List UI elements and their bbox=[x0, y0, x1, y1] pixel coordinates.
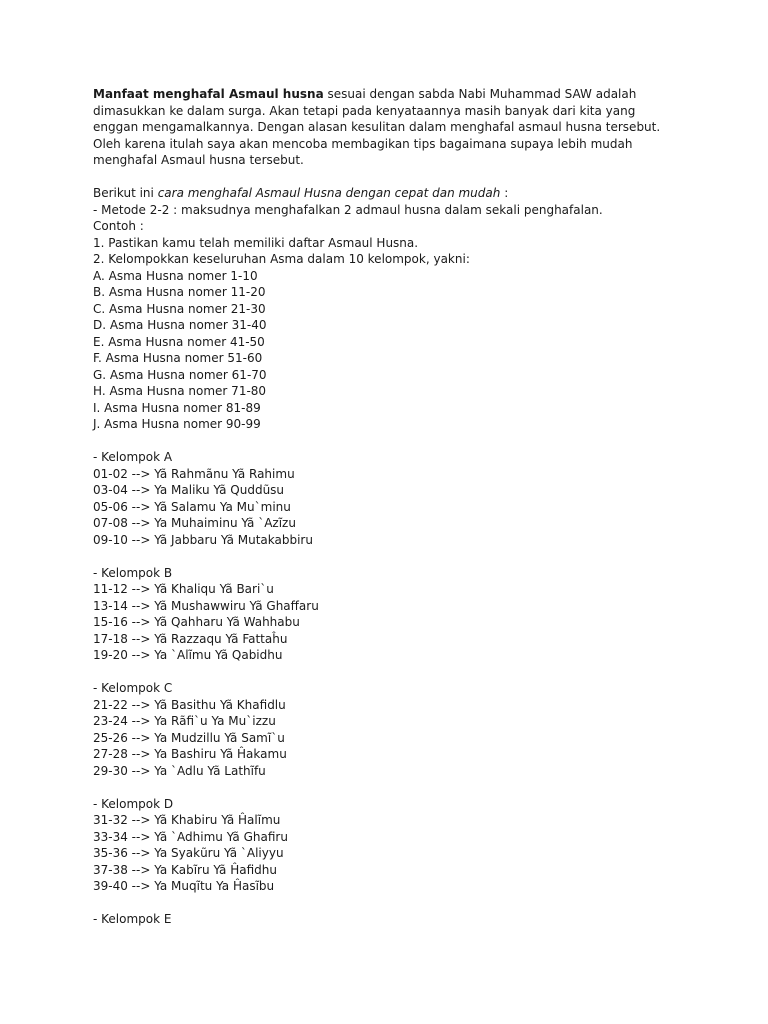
method-intro bbox=[93, 185, 683, 202]
spacer bbox=[93, 895, 683, 912]
method-line: H. Asma Husna nomer 71-80 bbox=[93, 384, 267, 398]
asma-pair-line: 13-14 --> Yã Mushawwiru Yã Ghaffaru bbox=[93, 598, 319, 613]
asma-pair-line: 15-16 --> Yã Qahharu Yã Wahhabu bbox=[93, 615, 300, 629]
asma-pair-line: 37-38 --> Ya Kabĩru Yã Ĥafidhu bbox=[93, 862, 277, 877]
asma-pair-line: 03-04 --> Ya Maliku Yã Quddũsu bbox=[93, 483, 285, 497]
method-line: F. Asma Husna nomer 51-60 bbox=[93, 351, 263, 365]
intro-text: sesuai dengan sabda Nabi Muhammad SAW adalah dimasukkan ke dalam surga. Akan tetapi pada kenyataannya masih banyak dari kita yang enggan mengamalkannya. Dengan alasan kesulitan dalam menghafal asmaul husna tersebut. Oleh karena itulah saya akan mencoba membagikan tips bagaimana supaya lebih mudah menghafal Asmaul husna tersebut. bbox=[93, 87, 661, 167]
group-heading: - Kelompok E bbox=[93, 912, 172, 926]
asma-pair-line: 23-24 --> Ya Rãfi`u Ya Mu`izzu bbox=[93, 714, 276, 728]
method-line: J. Asma Husna nomer 90-99 bbox=[93, 417, 261, 431]
method-line: C. Asma Husna nomer 21-30 bbox=[93, 301, 266, 316]
group-heading: - Kelompok D bbox=[93, 796, 174, 811]
intro-paragraph bbox=[93, 86, 683, 169]
group-heading: - Kelompok A bbox=[93, 450, 173, 464]
method-line: E. Asma Husna nomer 41-50 bbox=[93, 334, 265, 349]
asma-pair-line: 27-28 --> Ya Bashiru Yã Ĥakamu bbox=[93, 747, 287, 761]
asma-pair-line: 25-26 --> Ya Mudzillu Yã Samĩ`u bbox=[93, 730, 285, 745]
asma-pair-line: 17-18 --> Yã Razzaqu Yã Fattaĥu bbox=[93, 631, 288, 646]
document-body bbox=[93, 86, 683, 928]
method-line: 1. Pastikan kamu telah memiliki daftar Asmaul Husna. bbox=[93, 235, 419, 250]
spacer bbox=[93, 779, 683, 796]
method-intro-italic: cara menghafal Asmaul Husna dengan cepat dan mudah bbox=[157, 186, 501, 200]
asma-pair-line: 19-20 --> Ya `Alĩmu Yã Qabidhu bbox=[93, 648, 283, 662]
method-line: A. Asma Husna nomer 1-10 bbox=[93, 268, 258, 283]
method-line: G. Asma Husna nomer 61-70 bbox=[93, 367, 267, 382]
spacer bbox=[93, 548, 683, 565]
method-line: D. Asma Husna nomer 31-40 bbox=[93, 318, 267, 332]
intro-bold-lead: Manfaat menghafal Asmaul husna bbox=[93, 87, 324, 101]
method-line: - Metode 2-2 : maksudnya menghafalkan 2 admaul husna dalam sekali penghafalan. bbox=[93, 202, 603, 217]
method-intro-prefix: Berikut ini bbox=[93, 186, 158, 200]
spacer bbox=[93, 169, 683, 186]
asma-pair-line: 01-02 --> Yã Rahmãnu Yã Rahimu bbox=[93, 466, 295, 481]
method-line: B. Asma Husna nomer 11-20 bbox=[93, 285, 266, 299]
group-list bbox=[93, 433, 683, 928]
method-line: I. Asma Husna nomer 81-89 bbox=[93, 400, 261, 415]
spacer bbox=[93, 433, 683, 450]
asma-pair-line: 39-40 --> Ya Muqĩtu Ya Ĥasĩbu bbox=[93, 879, 275, 893]
group-section bbox=[93, 449, 683, 548]
asma-pair-line: 11-12 --> Yã Khaliqu Yã Bari`u bbox=[93, 582, 274, 596]
method-line: 2. Kelompokkan keseluruhan Asma dalam 10 kelompok, yakni: bbox=[93, 252, 470, 266]
asma-pair-line: 29-30 --> Ya `Adlu Yã Lathĩfu bbox=[93, 763, 266, 778]
asma-pair-line: 35-36 --> Ya Syakũru Yã `Aliyyu bbox=[93, 846, 284, 860]
group-section bbox=[93, 796, 683, 895]
asma-pair-line: 09-10 --> Yã Jabbaru Yã Mutakabbiru bbox=[93, 532, 313, 547]
method-intro-suffix: : bbox=[500, 186, 509, 200]
group-section bbox=[93, 680, 683, 779]
asma-pair-line: 21-22 --> Yã Basithu Yã Khafidlu bbox=[93, 697, 286, 712]
group-heading: - Kelompok C bbox=[93, 681, 173, 695]
group-heading: - Kelompok B bbox=[93, 565, 173, 580]
group-section bbox=[93, 565, 683, 664]
asma-pair-line: 07-08 --> Ya Muhaiminu Yã `Azĩzu bbox=[93, 516, 296, 530]
asma-pair-line: 31-32 --> Yã Khabiru Yã Ĥalĩmu bbox=[93, 813, 281, 827]
group-section bbox=[93, 911, 683, 928]
asma-pair-line: 33-34 --> Yã `Adhimu Yã Ghafiru bbox=[93, 829, 288, 844]
spacer bbox=[93, 664, 683, 681]
method-list bbox=[93, 202, 683, 433]
method-line: Contoh : bbox=[93, 219, 144, 233]
asma-pair-line: 05-06 --> Yã Salamu Ya Mu`minu bbox=[93, 499, 291, 514]
